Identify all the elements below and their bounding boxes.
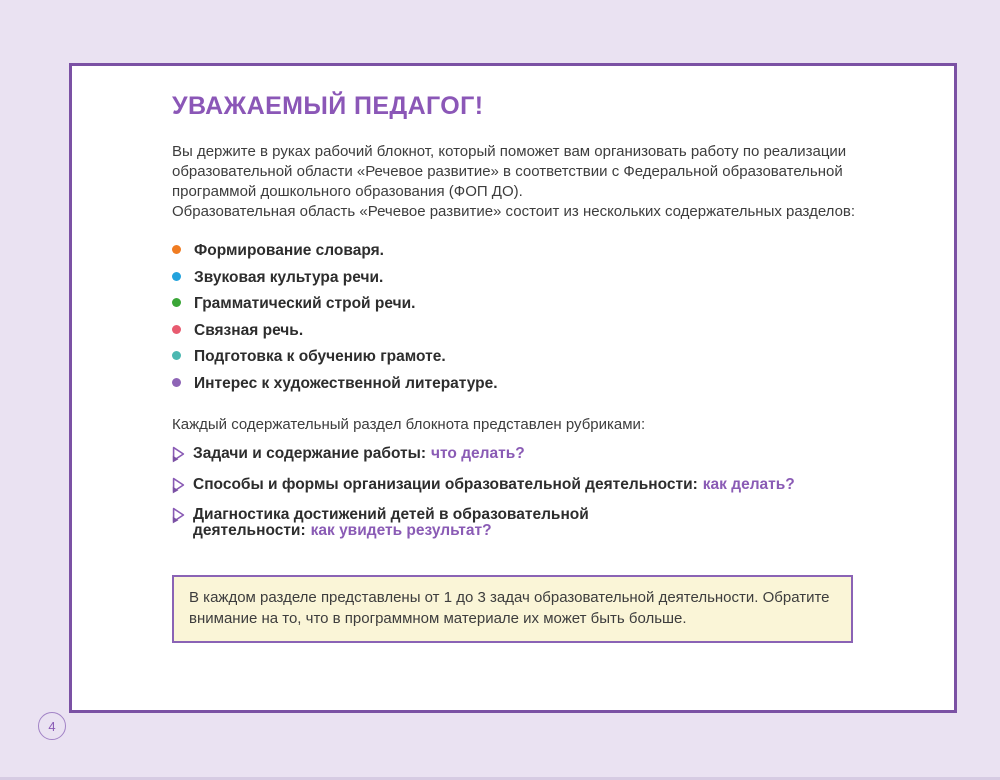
content-sheet bbox=[69, 63, 957, 713]
triangle-marker-icon bbox=[172, 507, 185, 524]
intro-paragraph bbox=[172, 142, 870, 222]
list-item bbox=[172, 243, 870, 258]
list-item-label: Звуковая культура речи. bbox=[194, 268, 384, 286]
intro-paragraph-2: Образовательная область «Речевое развитие» состоит из нескольких содержательных разделов: bbox=[172, 203, 856, 221]
intro-paragraph-1: Вы держите в руках рабочий блокнот, который поможет вам организовать работу по реализации образовательной области «Речевое развитие» в соответствии с Федеральной образовательной программой дошкольного образования (ФОП ДО). bbox=[172, 143, 847, 201]
rubric-text bbox=[193, 507, 870, 539]
triangle-marker-icon bbox=[172, 477, 185, 494]
bullet-dot-icon bbox=[172, 351, 181, 360]
bullet-dot-icon bbox=[172, 245, 181, 254]
page-number-badge bbox=[38, 712, 66, 740]
list-item-label: Подготовка к обучению грамоте. bbox=[194, 348, 446, 366]
page-number: 4 bbox=[48, 718, 56, 734]
rubric-label: Способы и формы организации образовательной деятельности: bbox=[193, 475, 698, 493]
rubric-label: Диагностика достижений детей в образовательной деятельности: bbox=[193, 506, 589, 540]
list-item bbox=[172, 323, 870, 338]
note-text: В каждом разделе представлены от 1 до 3 задач образовательной деятельности. Обратите внимание на то, что в программном материале их может быть больше. bbox=[189, 589, 830, 628]
rubric-question: что делать? bbox=[431, 445, 525, 463]
triangle-marker-icon bbox=[172, 446, 185, 463]
page-title: УВАЖАЕМЫЙ ПЕДАГОГ! bbox=[172, 92, 484, 120]
list-item bbox=[172, 376, 870, 391]
list-item-label: Интерес к художественной литературе. bbox=[194, 374, 498, 392]
bullet-dot-icon bbox=[172, 378, 181, 387]
list-item-label: Формирование словаря. bbox=[194, 242, 384, 260]
rubrics-intro: Каждый содержательный раздел блокнота представлен рубриками: bbox=[172, 415, 646, 433]
rubric-item bbox=[172, 507, 870, 539]
bullet-dot-icon bbox=[172, 298, 181, 307]
list-item-label: Грамматический строй речи. bbox=[194, 295, 416, 313]
rubric-question: как делать? bbox=[702, 475, 795, 493]
rubric-label: Задачи и содержание работы: bbox=[193, 445, 427, 463]
page-content bbox=[72, 66, 954, 643]
rubric-question: как увидеть результат? bbox=[310, 522, 492, 540]
list-item-label: Связная речь. bbox=[194, 321, 304, 339]
rubric-text bbox=[193, 477, 795, 493]
rubric-item bbox=[172, 477, 870, 494]
list-item bbox=[172, 270, 870, 285]
note-box bbox=[172, 575, 853, 643]
list-item bbox=[172, 349, 870, 364]
rubric-text bbox=[193, 446, 525, 462]
bullet-dot-icon bbox=[172, 272, 181, 281]
rubric-item bbox=[172, 446, 870, 463]
list-item bbox=[172, 296, 870, 311]
bullet-dot-icon bbox=[172, 325, 181, 334]
section-list bbox=[172, 243, 870, 391]
